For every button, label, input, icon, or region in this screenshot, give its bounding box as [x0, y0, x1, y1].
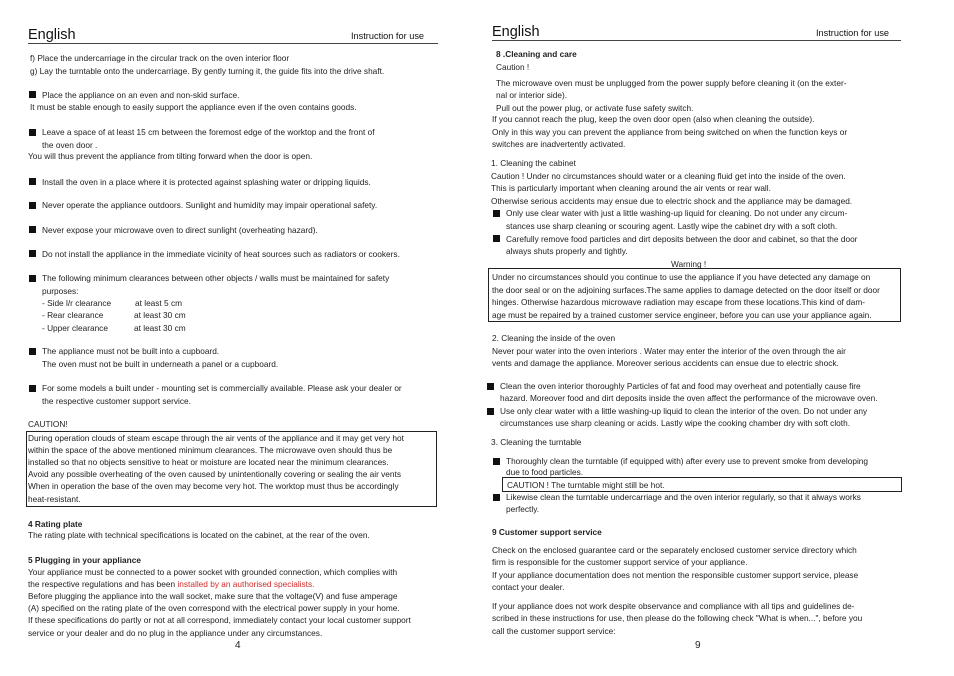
- text-line: Otherwise serious accidents may ensue due to electric shock and the appliance may be damaged.: [491, 196, 853, 206]
- text-line: Likewise clean the turntable undercarriage and the oven interior regularly, so that it always works: [506, 492, 861, 502]
- text-line: stances use sharp cleaning or scouring agent. Lastly wipe the cabinet dry with a soft cloth.: [506, 221, 838, 231]
- page-number: 4: [235, 640, 241, 651]
- text-line: The oven must not be built in underneath a panel or a cupboard.: [42, 359, 279, 369]
- clearance-value: at least 30 cm: [134, 323, 186, 333]
- text-line: Before plugging the appliance into the wall socket, make sure that the voltage(V) and fuse amperage: [28, 591, 398, 601]
- text-line: call the customer support service:: [492, 626, 616, 636]
- text-line: The following minimum clearances between other objects / walls must be maintained for safety: [42, 273, 390, 283]
- caution-line: When in operation the base of the oven may become very hot. The worktop must thus be accordingly: [28, 481, 399, 491]
- bullet-icon: [493, 210, 500, 217]
- header-subtitle: Instruction for use: [816, 28, 890, 38]
- text-line: If your appliance does not work despite observance and compliance with all tips and guidelines de-: [492, 601, 855, 611]
- text-line: purposes:: [42, 286, 79, 296]
- text-line: Your appliance must be connected to a power socket with grounded connection, which complies with: [28, 567, 398, 577]
- caution-line: within the space of the above mentioned minimum clearances. The microwave oven should thus be: [28, 445, 393, 455]
- text-line: Only in this way you can prevent the appliance from being switched on when the function keys or: [492, 127, 848, 137]
- text-line: always shuts properly and tightly.: [506, 246, 628, 256]
- text-line: If you cannot reach the plug, keep the oven door open (also when cleaning the outside).: [492, 114, 815, 124]
- section-title: 9 Customer support service: [492, 527, 602, 537]
- text-line: Check on the enclosed guarantee card or the separately enclosed customer service directory which: [492, 545, 857, 555]
- text-line: due to food particles.: [506, 467, 584, 477]
- text-line: Thoroughly clean the turntable (if equipped with) after every use to prevent smoke from developing: [506, 456, 869, 466]
- text-line: Leave a space of at least 15 cm between the foremost edge of the worktop and the front of: [42, 127, 375, 137]
- text-line: You will thus prevent the appliance from tilting forward when the door is open.: [28, 151, 313, 161]
- text-line: Caution !: [496, 62, 530, 72]
- caution-title: CAUTION!: [28, 419, 68, 429]
- bullet-icon: [29, 385, 36, 392]
- text-line: Do not install the appliance in the immediate vicinity of heat sources such as radiators or cookers.: [42, 249, 400, 259]
- text-line: Never operate the appliance outdoors. Sunlight and humidity may impair operational safety.: [42, 200, 378, 210]
- clearance-label: - Upper clearance: [42, 323, 108, 333]
- text-line: service or your dealer and do no plug in the appliance under any circumstances.: [28, 628, 323, 638]
- bullet-icon: [29, 202, 36, 209]
- text-line: contact your dealer.: [492, 582, 565, 592]
- bullet-icon: [487, 383, 494, 390]
- bullet-icon: [493, 494, 500, 501]
- text-line: The microwave oven must be unplugged from the power supply before cleaning it (on the exter-: [496, 78, 847, 88]
- text-line: perfectly.: [506, 504, 540, 514]
- bullet-icon: [493, 458, 500, 465]
- clearance-value: at least 30 cm: [134, 310, 186, 320]
- bullet-icon: [29, 178, 36, 185]
- page-number: 9: [695, 640, 701, 651]
- text-line: Never expose your microwave oven to direct sunlight (overheating hazard).: [42, 225, 318, 235]
- text-line: firm is responsible for the customer support service of your appliance.: [492, 557, 748, 567]
- caution-line: heat-resistant.: [28, 494, 81, 504]
- text-line: Pull out the power plug, or activate fuse safety switch.: [496, 103, 694, 113]
- step-g: g) Lay the turntable onto the undercarriage. By gently turning it, the guide fits into the drive shaft.: [30, 66, 385, 76]
- subsection-title: 3. Cleaning the turntable: [491, 437, 582, 447]
- bullet-icon: [29, 250, 36, 257]
- header-language: English: [28, 27, 76, 43]
- text-line: It must be stable enough to easily support the appliance even if the oven contains goods.: [30, 102, 357, 112]
- header-rule: [28, 43, 438, 44]
- text-line: Clean the oven interior thoroughly Particles of fat and food may overheat and potentially cause fire: [500, 381, 861, 391]
- text-line: Only use clear water with just a little washing-up liquid for cleaning. Do not under any circum-: [506, 208, 848, 218]
- text-line: (A) specified on the rating plate of the oven correspond with the electrical power supply in your home.: [28, 603, 400, 613]
- text-line: For some models a built under - mounting set is commercially available. Please ask your dealer or: [42, 383, 402, 393]
- highlight-text: installed by an authorised specialists.: [177, 579, 315, 589]
- step-f: f) Place the undercarriage in the circular track on the oven interior floor: [30, 53, 290, 63]
- section-title: 5 Plugging in your appliance: [28, 555, 141, 565]
- text-line: switches are inadvertently activated.: [492, 139, 626, 149]
- text-line: The appliance must not be built into a cupboard.: [42, 346, 220, 356]
- caution-line: CAUTION ! The turntable might still be hot.: [507, 480, 665, 490]
- text-line: Carefully remove food particles and dirt deposits between the door and cabinet, so that the door: [506, 234, 858, 244]
- text-line: vents and damage the appliance. Moreover serious accidents can ensue due to electric shock.: [492, 358, 839, 368]
- text-line: hazard. Moreover food and dirt deposits inside the oven affect the performance of the microwave oven.: [500, 393, 878, 403]
- warning-line: age must be repaired by a trained customer service engineer, before you can use your appliance again.: [492, 310, 872, 320]
- section-title: 8 .Cleaning and care: [496, 49, 577, 59]
- clearance-value: at least 5 cm: [135, 298, 183, 308]
- warning-line: Under no circumstances should you continue to use the appliance if you have detected any damage on: [492, 272, 871, 282]
- text-line: If these specifications do partly or not at all correspond, immediately contact your local customer support: [28, 615, 411, 625]
- text-line: If your appliance documentation does not mention the responsible customer support service, please: [492, 570, 859, 580]
- text-line: the respective customer support service.: [42, 396, 191, 406]
- subsection-title: 2. Cleaning the inside of the oven: [492, 333, 616, 343]
- text-line: circumstances use sharp cleaning or acids. Lastly wipe the cooking chamber dry with soft cloth.: [500, 418, 851, 428]
- bullet-icon: [29, 91, 36, 98]
- warning-title: Warning !: [671, 259, 707, 269]
- warning-line: hinges. Otherwise hazardous microwave radiation may escape from these locations.This kind of dam-: [492, 297, 866, 307]
- page-right: [477, 0, 954, 676]
- text-line: Install the oven in a place where it is protected against splashing water or dripping liquids.: [42, 177, 371, 187]
- caution-line: During operation clouds of steam escape through the air vents of the appliance and it may get very hot: [28, 433, 404, 443]
- bullet-icon: [29, 226, 36, 233]
- text-line: Caution ! Under no circumstances should water or a cleaning fluid get into the inside of the oven.: [491, 171, 846, 181]
- header-rule: [492, 40, 901, 41]
- subsection-title: 1. Cleaning the cabinet: [491, 158, 576, 168]
- caution-line: Avoid any possible overheating of the oven caused by unintentionally covering or sealing the air vents: [28, 469, 401, 479]
- text-line: nal or interior side).: [496, 90, 568, 100]
- warning-line: the door seal or on the adjoining surfaces.The same applies to damage detected on the door itself or door: [492, 285, 880, 295]
- text-line: Use only clear water with a little washing-up liquid to clean the interior of the oven. Do not under any: [500, 406, 868, 416]
- bullet-icon: [29, 129, 36, 136]
- clearance-label: - Rear clearance: [42, 310, 104, 320]
- bullet-icon: [29, 348, 36, 355]
- section-title: 4 Rating plate: [28, 519, 83, 529]
- text-line: scribed in these instructions for use, then please do the following check "What is when...", before you: [492, 613, 863, 623]
- text-line: [28, 578, 314, 591]
- clearance-label: - Side l/r clearance: [42, 298, 112, 308]
- text-segment: the respective regulations and has been: [28, 579, 178, 589]
- header-language: English: [492, 24, 540, 40]
- bullet-icon: [487, 408, 494, 415]
- text-line: Never pour water into the oven interiors . Water may enter the interior of the oven through the air: [492, 346, 846, 356]
- text-line: Place the appliance on an even and non-skid surface.: [42, 90, 240, 100]
- text-line: the oven door .: [42, 140, 98, 150]
- bullet-icon: [493, 235, 500, 242]
- bullet-icon: [29, 275, 36, 282]
- text-line: The rating plate with technical specifications is located on the cabinet, at the rear of the oven.: [28, 530, 370, 540]
- caution-line: installed so that no objects sensitive to heat or moisture are located near the minimum clearances.: [28, 457, 389, 467]
- header-subtitle: Instruction for use: [351, 31, 425, 41]
- text-line: This is particularly important when cleaning around the air vents or rear wall.: [491, 183, 771, 193]
